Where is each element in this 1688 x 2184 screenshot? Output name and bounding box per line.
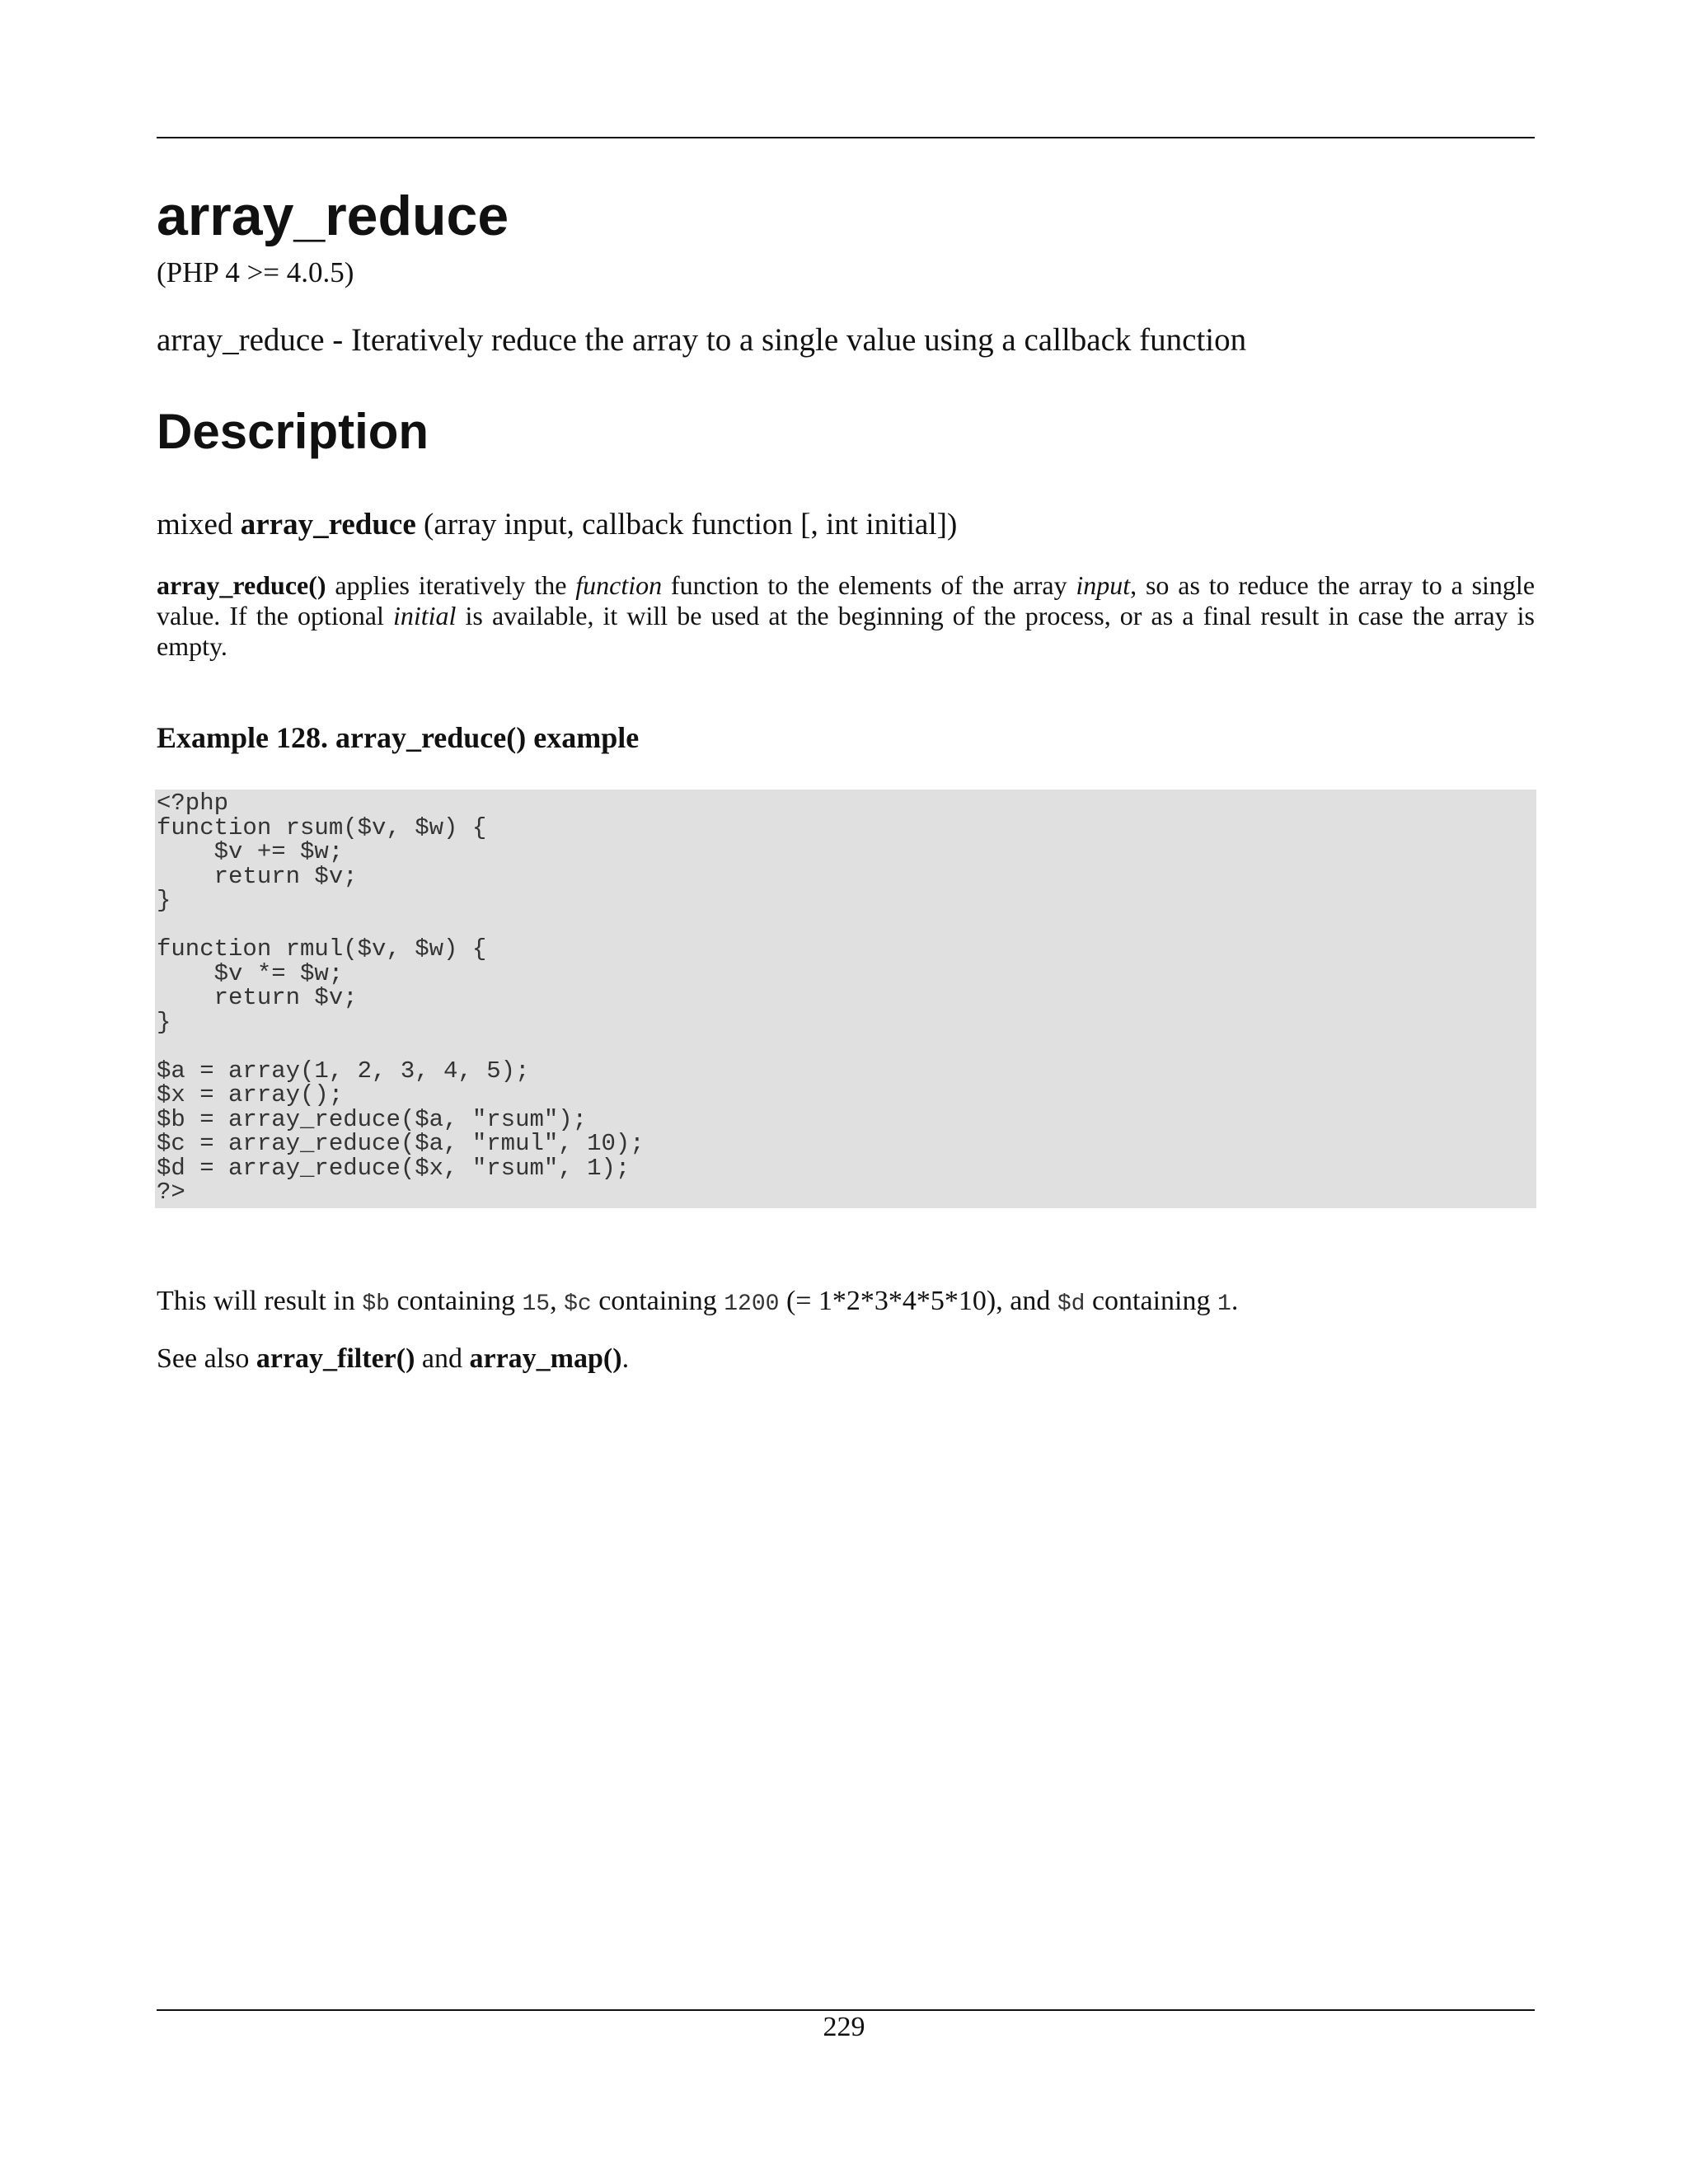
example-title: Example 128. array_reduce() example [157,721,640,754]
see-also-text: and [415,1343,470,1374]
result-paragraph [157,1286,1238,1318]
description-heading: Description [157,404,429,459]
param-function: function [575,570,663,600]
var-b: $b [362,1291,390,1317]
param-initial: initial [392,601,457,630]
function-ref: array_reduce() [157,570,326,600]
function-purpose: array_reduce - Iteratively reduce the array to a single value using a callback function [157,322,1247,358]
code-listing: <?php function rsum($v, $w) { $v += $w; return $v; } function rmul($v, $w) { $v *= $w; return $v; } $a = array(1, 2, 3, 4, 5); $x = array(); $b = array_reduce($a, "rsum"); $c = array_reduce($a, "rmul", 10); $d = array_reduce($x, "rsum", 1); ?> [157,790,645,1206]
value-c: 1200 [724,1291,780,1317]
function-synopsis [157,509,957,542]
bottom-rule [157,2009,1535,2011]
description-text: is available, it will be used at the beginning of the process, or as a final result in case the array is empty. [157,601,1536,661]
synopsis-return-type: mixed [157,508,233,541]
description-text: , so as to reduce the array to a single value. If the optional [157,570,1536,630]
page-number: 229 [823,2012,865,2042]
see-also-text: . [621,1343,630,1374]
param-input: input [1076,570,1131,600]
result-text: containing [591,1286,724,1316]
description-paragraph [157,570,1535,662]
result-text: containing [1085,1286,1217,1316]
result-text: containing [389,1286,523,1316]
code-example [155,790,1536,1208]
page-title: array_reduce [157,185,509,247]
see-also-text: See also [157,1343,256,1374]
description-text: applies iteratively the [326,570,576,600]
see-also-link-array-filter[interactable]: array_filter() [256,1343,415,1374]
var-d: $d [1057,1291,1085,1317]
description-text: function to the elements of the array [662,570,1076,600]
value-b: 15 [522,1291,551,1317]
result-text: This will result in [157,1286,363,1316]
version-info: (PHP 4 >= 4.0.5) [157,256,354,288]
value-d: 1 [1217,1291,1231,1317]
synopsis-params: (array input, callback function [, int initial]) [424,508,958,541]
result-text: . [1231,1286,1239,1316]
result-text: (= 1*2*3*4*5*10), and [779,1286,1057,1316]
var-c: $c [564,1291,592,1317]
top-rule [157,137,1535,138]
result-text: , [550,1286,565,1316]
see-also-paragraph [157,1343,629,1374]
synopsis-function-name: array_reduce [240,508,416,541]
see-also-link-array-map[interactable]: array_map() [469,1343,622,1374]
